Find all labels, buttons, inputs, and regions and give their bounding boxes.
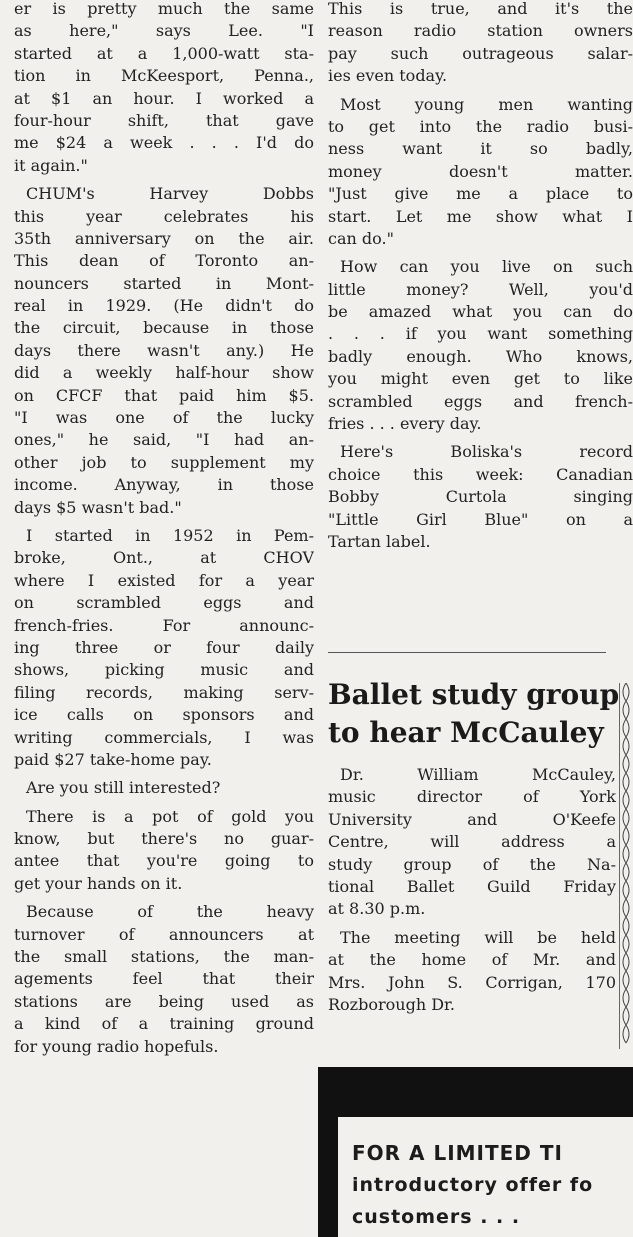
text-line: where I existed for a year bbox=[14, 570, 314, 590]
paragraph bbox=[328, 441, 633, 553]
text-line: pay such outrageous salar- bbox=[328, 43, 633, 63]
text-line: study group of the Na- bbox=[328, 854, 616, 874]
text-line: music director of York bbox=[328, 787, 616, 807]
ad-line-1: FOR A LIMITED TI bbox=[352, 1141, 563, 1165]
paragraph bbox=[328, 256, 633, 435]
text-line: get your hands on it. bbox=[14, 873, 183, 893]
text-line: Most young men wanting bbox=[340, 94, 633, 114]
text-line: paid $27 take-home pay. bbox=[14, 749, 212, 769]
text-line: started at a 1,000-watt sta- bbox=[14, 43, 314, 63]
ad-text bbox=[352, 1137, 593, 1233]
text-line: at the home of Mr. and bbox=[328, 950, 616, 970]
text-line: french-fries. For announc- bbox=[14, 615, 314, 635]
text-line: me $24 a week . . . I'd do bbox=[14, 133, 314, 153]
text-line: ones," he said, "I had an- bbox=[14, 430, 314, 450]
text-line: There is a pot of gold you bbox=[26, 806, 314, 826]
text-line: Tartan label. bbox=[328, 531, 431, 551]
headline-line-2: to hear McCauley bbox=[328, 716, 604, 749]
text-line: the small stations, the man- bbox=[14, 947, 314, 967]
text-line: this year celebrates his bbox=[14, 206, 314, 226]
right-column bbox=[328, 0, 633, 553]
text-line: money doesn't matter. bbox=[328, 161, 633, 181]
text-line: How can you live on such bbox=[340, 257, 633, 277]
text-line: Bobby Curtola singing bbox=[328, 487, 633, 507]
text-line: turnover of announcers at bbox=[14, 924, 314, 944]
text-line: a kind of a training ground bbox=[14, 1014, 314, 1034]
text-line: little money? Well, you'd bbox=[328, 279, 633, 299]
text-line: at 8.30 p.m. bbox=[328, 899, 426, 919]
ad-panel bbox=[338, 1117, 633, 1237]
text-line: on CFCF that paid him $5. bbox=[14, 385, 314, 405]
text-line: the circuit, because in those bbox=[14, 318, 314, 338]
text-line: on scrambled eggs and bbox=[14, 593, 314, 613]
text-line: at $1 an hour. I worked a bbox=[14, 88, 314, 108]
text-line: it again." bbox=[14, 155, 88, 175]
text-line: you might even get to like bbox=[328, 369, 633, 389]
text-line: to get into the radio busi- bbox=[328, 116, 633, 136]
paragraph bbox=[14, 0, 314, 177]
ballet-story-body bbox=[328, 764, 616, 1016]
left-column bbox=[14, 0, 314, 1058]
text-line: badly enough. Who knows, bbox=[328, 346, 633, 366]
text-line: filing records, making serv- bbox=[14, 682, 314, 702]
text-line: writing commercials, I was bbox=[14, 727, 314, 747]
paragraph bbox=[14, 777, 314, 799]
text-line: Mrs. John S. Corrigan, 170 bbox=[328, 972, 616, 992]
text-line: ies even today. bbox=[328, 66, 448, 86]
text-line: Centre, will address a bbox=[328, 832, 616, 852]
text-line: know, but there's no guar- bbox=[14, 829, 314, 849]
text-line: 35th anniversary on the air. bbox=[14, 228, 314, 248]
text-line: did a weekly half-hour show bbox=[14, 363, 314, 383]
text-line: nouncers started in Mont- bbox=[14, 273, 314, 293]
text-line: fries . . . every day. bbox=[328, 414, 482, 434]
text-line: income. Anyway, in those bbox=[14, 475, 314, 495]
text-line: other job to supplement my bbox=[14, 452, 314, 472]
text-line: start. Let me show what I bbox=[328, 206, 633, 226]
text-line: reason radio station owners bbox=[328, 21, 633, 41]
paragraph bbox=[14, 901, 314, 1058]
text-line: ice calls on sponsors and bbox=[14, 705, 314, 725]
text-line: stations are being used as bbox=[14, 991, 314, 1011]
text-line: antee that you're going to bbox=[14, 851, 314, 871]
text-line: er is pretty much the same bbox=[14, 0, 314, 18]
paragraph bbox=[14, 183, 314, 519]
text-line: scrambled eggs and french- bbox=[328, 391, 633, 411]
text-line: be amazed what you can do bbox=[328, 302, 633, 322]
ad-line-2: introductory offer fo bbox=[352, 1174, 594, 1196]
paragraph bbox=[14, 525, 314, 771]
advertisement bbox=[318, 1067, 633, 1237]
text-line: broke, Ont., at CHOV bbox=[14, 548, 314, 568]
paragraph bbox=[328, 94, 633, 251]
ballet-headline bbox=[328, 676, 628, 752]
text-line: CHUM's Harvey Dobbs bbox=[26, 184, 314, 204]
text-line: as here," says Lee. "I bbox=[14, 21, 314, 41]
text-line: can do." bbox=[328, 228, 394, 248]
text-line: agements feel that their bbox=[14, 969, 314, 989]
section-divider bbox=[328, 652, 606, 653]
text-line: choice this week: Canadian bbox=[328, 464, 633, 484]
text-line: days $5 wasn't bad." bbox=[14, 497, 182, 517]
text-line: "Just give me a place to bbox=[328, 184, 633, 204]
text-line: ing three or four daily bbox=[14, 637, 314, 657]
text-line: real in 1929. (He didn't do bbox=[14, 296, 314, 316]
paragraph bbox=[14, 806, 314, 896]
text-line: Here's Boliska's record bbox=[340, 442, 633, 462]
paragraph bbox=[328, 927, 616, 1017]
text-line: ness want it so badly, bbox=[328, 139, 633, 159]
text-line: tion in McKeesport, Penna., bbox=[14, 66, 314, 86]
text-line: Because of the heavy bbox=[26, 902, 314, 922]
text-line: four-hour shift, that gave bbox=[14, 110, 314, 130]
text-line: "Little Girl Blue" on a bbox=[328, 509, 633, 529]
text-line: The meeting will be held bbox=[340, 927, 616, 947]
text-line: I started in 1952 in Pem- bbox=[26, 525, 314, 545]
text-line: "I was one of the lucky bbox=[14, 408, 314, 428]
text-line: Rozborough Dr. bbox=[328, 994, 456, 1014]
paragraph bbox=[328, 764, 616, 921]
text-line: Dr. William McCauley, bbox=[340, 765, 616, 784]
text-line: shows, picking music and bbox=[14, 660, 314, 680]
headline-line-1: Ballet study group bbox=[328, 678, 620, 711]
text-line: tional Ballet Guild Friday bbox=[328, 876, 616, 896]
text-line: days there wasn't any.) He bbox=[14, 340, 314, 360]
paragraph bbox=[328, 0, 633, 88]
text-line: This dean of Toronto an- bbox=[14, 251, 314, 271]
text-line: This is true, and it's the bbox=[328, 0, 633, 18]
text-line: for young radio hopefuls. bbox=[14, 1036, 219, 1056]
text-line: . . . if you want something bbox=[328, 324, 633, 344]
text-line: University and O'Keefe bbox=[328, 809, 616, 829]
text-line: Are you still interested? bbox=[26, 778, 221, 798]
ad-line-3: customers . . . bbox=[352, 1206, 521, 1228]
decorative-border bbox=[619, 683, 632, 1049]
